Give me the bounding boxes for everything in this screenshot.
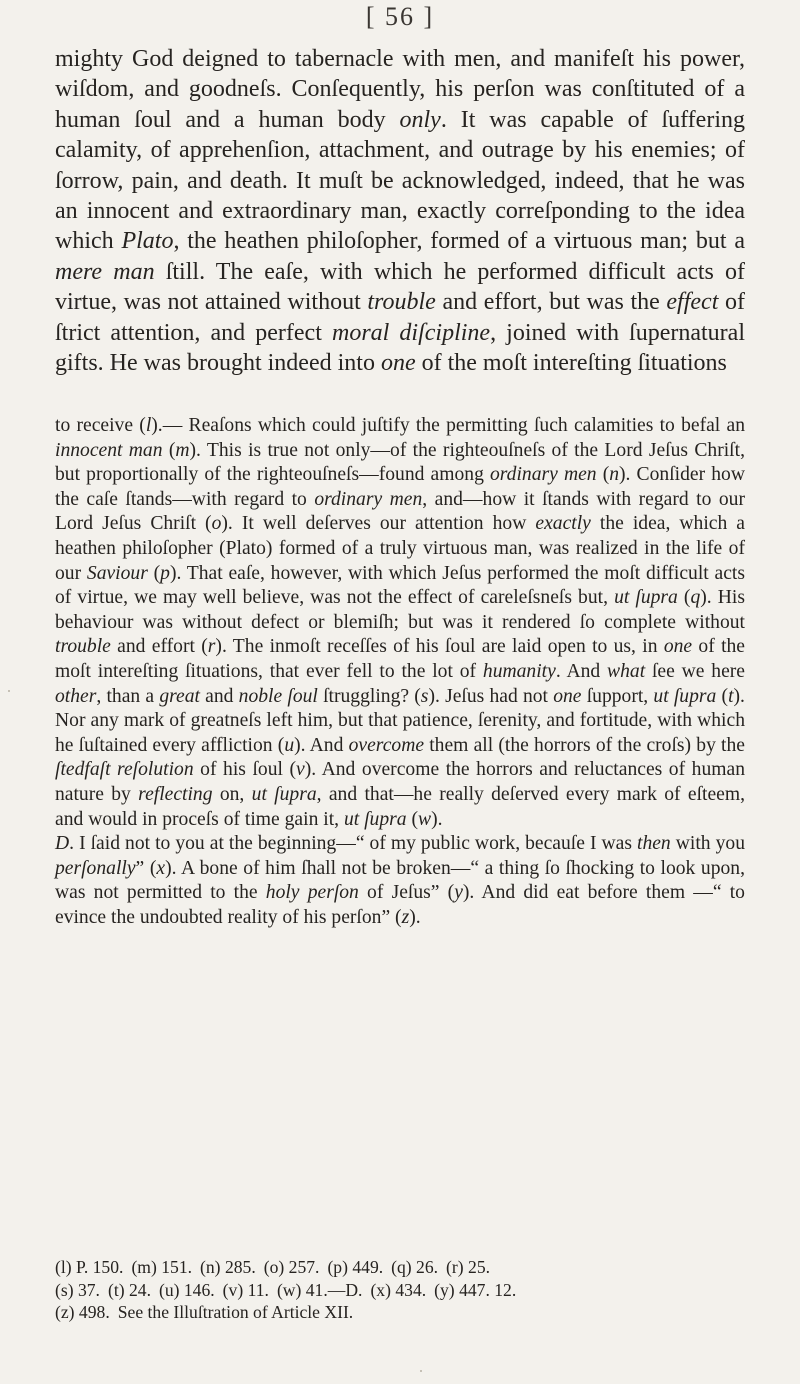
italic-text: o <box>211 513 222 535</box>
text-run: ). <box>431 808 443 830</box>
italic-text: mere man <box>55 258 155 285</box>
italic-text: only <box>399 106 441 133</box>
text-run: and <box>199 685 239 707</box>
text-run: ſtruggling? ( <box>317 685 421 707</box>
text-run: ). And did eat before them —“ to evince the undoubted reality of his perſon” ( <box>55 882 745 928</box>
footnote-ref: (p) 449. <box>327 1257 384 1277</box>
italic-text: ſtedfaſt reſolution <box>55 759 194 781</box>
text-run: ). That eaſe, however, with which Jeſus performed the moſt difficult acts of virtue, we may well believe, was not the effect of careleſsneſs but, <box>55 562 745 609</box>
text-run: ( <box>147 562 161 584</box>
italic-text: perſonally <box>55 857 136 879</box>
italic-text: m <box>175 439 190 461</box>
text-run: on, <box>212 783 252 805</box>
footnote-ref: (s) 37. <box>55 1279 100 1300</box>
footnote-ref: (o) 257. <box>263 1257 320 1277</box>
text-run: ). His behaviour was without defect or blemiſh; but was it rendered ſo complete without <box>55 587 745 633</box>
italic-text: humanity <box>482 660 556 682</box>
footnote-ref: (n) 285. <box>200 1257 256 1277</box>
text-run: ). Jeſus had not <box>428 685 554 707</box>
text-run: and effort, but was the <box>435 289 667 316</box>
text-run: of ſtrict attention, and perfect <box>55 289 745 346</box>
footnote-ref: See the Illuſtration of Article XII. <box>117 1302 354 1322</box>
text-run: of the moſt intereſting ſituations <box>415 350 727 377</box>
italic-text: Plato <box>121 228 174 255</box>
notes-paragraph-d <box>55 832 745 930</box>
footnote-ref: (y) 447. 12. <box>434 1279 517 1300</box>
italic-text: n <box>609 464 620 486</box>
italic-text: ordinary men <box>489 464 597 486</box>
italic-text: one <box>553 685 582 707</box>
text-run: of the moſt intereſting ſituations, that ever fell to the lot of <box>55 636 746 682</box>
italic-text: one <box>380 350 416 377</box>
text-run: to receive ( <box>55 415 146 436</box>
paper-speck <box>420 1370 422 1372</box>
italic-text: q <box>690 587 701 609</box>
paper-speck <box>8 690 10 692</box>
text-run: , and—how it ſtands with regard to our Lord Jeſus Chriſt ( <box>55 488 745 535</box>
text-run: and effort ( <box>110 636 208 658</box>
text-run: ( <box>716 685 729 707</box>
text-run: ). And overcome the horrors and reluctances of human nature by <box>55 759 746 805</box>
text-run: ( <box>162 439 176 461</box>
italic-text: overcome <box>348 734 425 756</box>
italic-text: s <box>420 685 429 707</box>
text-run: ). This is true not only—of the righteouſneſs of the Lord Jeſus Chriſt, but proportionally of the righteouſneſs—found among <box>55 439 745 486</box>
footnote-ref: (w) 41.—D. <box>276 1279 363 1300</box>
text-run: ). And <box>294 734 349 756</box>
italic-text: what <box>607 660 646 682</box>
text-run: ). <box>409 906 421 928</box>
page-number: [ 56 ] <box>365 2 435 31</box>
footnote-ref: (t) 24. <box>107 1279 151 1300</box>
text-run: ). A bone of him ſhall not be broken—“ a thing ſo ſhocking to look upon, was not permitted to the <box>55 857 746 904</box>
italic-text: effect <box>666 289 719 316</box>
italic-text: p <box>160 562 170 584</box>
text-run: ( <box>677 587 691 609</box>
italic-text: ordinary men <box>314 488 423 510</box>
text-run: ).— Reaſons which could juſtify the permitting ſuch calamities to befal an <box>151 415 745 436</box>
text-run: them all (the horrors of the croſs) by the <box>424 734 745 756</box>
footnote-ref: (r) 25. <box>446 1257 491 1277</box>
italic-text: l <box>145 415 152 436</box>
text-run: . It was capable of ſuffering calamity, of apprehenſion, attachment, and outrage by his enemies; of ſorrow, pain, and death. It muſt be acknowledged, indeed, that he was an innocent and extraordinary man, exactly correſponding to the idea which <box>55 106 745 255</box>
text-run: mighty God deigned to tabernacle with men, and manifeſt his power, wiſdom, and goodneſs. Conſequently, his perſon was conſtituted of a human ſoul and a human body <box>55 46 745 133</box>
footnote-ref: (z) 498. <box>55 1302 110 1322</box>
text-run: ). It well deſerves our attention how <box>221 513 536 535</box>
italic-text: ut ſupra <box>653 685 717 707</box>
footnote-ref: (v) 11. <box>222 1279 269 1300</box>
footnote-line <box>55 1279 745 1302</box>
italic-text: r <box>207 636 216 658</box>
footnote-ref: (l) P. 150. <box>55 1257 124 1277</box>
footnote-ref: (q) 26. <box>391 1257 439 1277</box>
italic-text: trouble <box>367 289 436 316</box>
text-run: , joined with ſupernatural gifts. He was brought indeed into <box>55 319 745 377</box>
footnote-line <box>55 1301 745 1324</box>
italic-text: reflecting <box>138 783 213 805</box>
text-run: with you <box>670 833 745 855</box>
notes-section <box>55 414 745 930</box>
text-run: ſtill. The eaſe, with which he performed difficult acts of virtue, was not attained without <box>55 258 746 316</box>
italic-text: moral diſcipline <box>331 319 491 346</box>
text-run: ). Conſider how the caſe ſtands—with regard to <box>55 464 745 510</box>
text-run: of his ſoul ( <box>193 759 297 781</box>
italic-text: other <box>55 685 97 707</box>
text-run: . And <box>555 660 608 682</box>
footnote-references <box>55 1256 745 1324</box>
italic-text: noble ſoul <box>238 685 318 707</box>
text-run: ( <box>406 808 418 830</box>
text-run: , and that—he really deſerved every mark of eſteem, and would in proceſs of time gain it, <box>55 783 746 830</box>
text-run: , than a <box>96 685 160 707</box>
italic-text: D <box>55 833 70 855</box>
italic-text: then <box>637 833 671 855</box>
footnote-ref: (m) 151. <box>131 1257 193 1277</box>
text-run: of Jeſus” ( <box>358 882 455 904</box>
main-paragraph <box>55 44 745 378</box>
italic-text: ut ſupra <box>343 808 407 830</box>
footnote-ref: (x) 434. <box>370 1279 427 1300</box>
italic-text: ut ſupra <box>251 783 317 805</box>
text-run: ). The inmoſt receſſes of his ſoul are laid open to us, in <box>215 636 664 658</box>
italic-text: y <box>454 882 463 904</box>
italic-text: innocent man <box>55 439 163 461</box>
text-run: the idea, which a heathen philoſopher (Plato) formed of a truly virtuous man, was realized in the life of our <box>55 513 745 584</box>
italic-text: holy perſon <box>265 882 359 904</box>
footnote-line <box>55 1256 745 1279</box>
text-run: ſupport, <box>581 685 654 707</box>
text-run: . I ſaid not to you at the beginning—“ of my public work, becauſe I was <box>69 833 637 855</box>
italic-text: ut ſupra <box>614 587 678 609</box>
footnote-ref: (u) 146. <box>158 1279 215 1300</box>
main-text <box>55 44 745 378</box>
text-run: ” ( <box>135 857 157 879</box>
italic-text: trouble <box>55 636 111 658</box>
text-run: ( <box>596 464 610 486</box>
text-run: ſee we here <box>645 660 746 682</box>
italic-text: v <box>296 759 305 781</box>
italic-text: u <box>284 734 295 756</box>
text-run: ). Nor any mark of greatneſs left him, but that patience, ſerenity, and fortitude, with which he ſuſtained every affliction ( <box>55 685 745 756</box>
italic-text: z <box>401 906 410 928</box>
italic-text: great <box>159 685 200 707</box>
italic-text: exactly <box>535 513 591 535</box>
italic-text: one <box>663 636 693 658</box>
italic-text: w <box>418 808 432 830</box>
notes-paragraph <box>55 414 745 832</box>
text-run: , the heathen philoſopher, formed of a virtuous man; but a <box>173 228 745 255</box>
italic-text: x <box>156 857 166 879</box>
italic-text: Saviour <box>86 562 148 584</box>
italic-text: t <box>728 685 734 707</box>
